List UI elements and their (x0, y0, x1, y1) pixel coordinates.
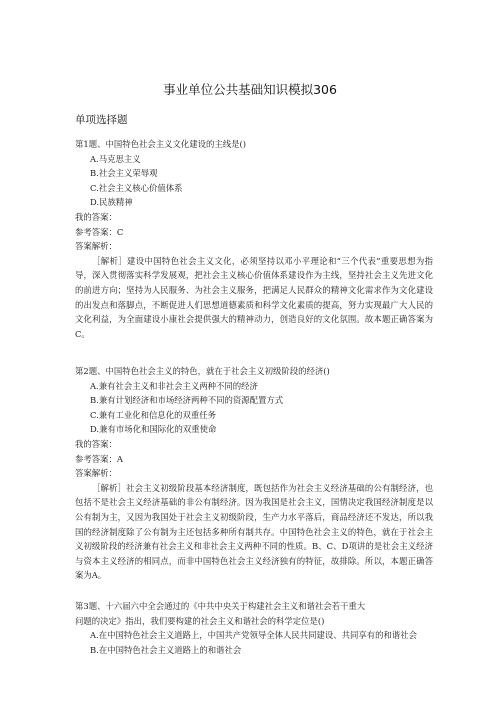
question-1 (75, 137, 433, 341)
question-stem-line-2: 问题的决定》指出，我们要构建的社会主义和谐社会的科学定位是() (75, 615, 325, 626)
option-a: A.兼有社会主义和非社会主义两种不同的经济 (90, 380, 258, 391)
option-a: A.马克思主义 (90, 153, 141, 164)
reference-answer: 参考答案：C (75, 226, 124, 237)
question-stem-line-1: 第3题、十六届六中全会通过的《中共中央关于构建社会主义和谐社会若干重大 (75, 601, 366, 611)
question-stem: 第1题、中国特色社会主义文化建设的主线是() (75, 139, 246, 149)
page-title: 事业单位公共基础知识模拟306 (163, 82, 337, 97)
option-c: C.兼有工业化和信息化的双重任务 (90, 409, 217, 420)
my-answer: 我的答案： (75, 211, 117, 222)
option-c: C.社会主义核心价值体系 (90, 182, 183, 193)
question-2 (75, 364, 433, 583)
section-heading: 单项选择题 (75, 114, 128, 126)
question-stem: 第2题、中国特色社会主义的特色，就在于社会主义初级阶段的经济() (75, 366, 330, 376)
analysis-text: ［解析］建设中国特色社会主义文化，必须坚持以邓小平理论和“三个代表”重要思想为指导，深入贯彻落实科学发展观，把社会主义核心价值体系建设作为主线，坚持社会主义先进文化的前进方向；坚持为人民服务、为社会主义服务，把满足人民群众的精神文化需求作为文化建设的出发点和落脚点，不断促进人们思想道德素质和科学文化素质的提高，努力实现最广大人民的文化利益，为全面建设小康社会提供强大的精神动力，创造良好的文化氛围。故本题正确答案为C。 (75, 255, 433, 339)
option-a: A.在中国特色社会主义道路上，中国共产党领导全体人民共同建设、共同享有的和谐社会 (90, 630, 417, 641)
analysis-label: 答案解析： (75, 241, 117, 252)
option-d: D.民族精神 (90, 197, 133, 208)
analysis-label: 答案解析： (75, 468, 117, 479)
option-d: D.兼有市场化和国际化的双重使命 (90, 424, 217, 435)
analysis-text: ［解析］社会主义初级阶段基本经济制度，既包括作为社会主义经济基础的公有制经济，也包括不是社会主义经济基础的非公有制经济。因为我国是社会主义，国情决定我国经济制度是以公有制为主，又因为我国处于社会主义初级阶段，生产力水平落后，商品经济还不发达，所以我国的经济制度除了公有制为主还包括多种所有制共存。中国特色社会主义的特色，就在于社会主义初级阶段的经济兼有社会主义和非社会主义两种不同的性质。B、C、D项讲的是社会主义经济与资本主义经济的相同点，而非中国特色社会主义经济独有的特征，故排除。所以，本题正确答案为A。 (75, 482, 433, 581)
option-b: B.在中国特色社会主义道路上的和谐社会 (90, 644, 242, 655)
option-b: B.兼有计划经济和市场经济两种不同的资源配置方式 (90, 395, 284, 406)
option-b: B.社会主义荣辱观 (90, 168, 158, 179)
question-3 (75, 599, 433, 657)
my-answer: 我的答案： (75, 438, 117, 449)
reference-answer: 参考答案：A (75, 453, 123, 464)
